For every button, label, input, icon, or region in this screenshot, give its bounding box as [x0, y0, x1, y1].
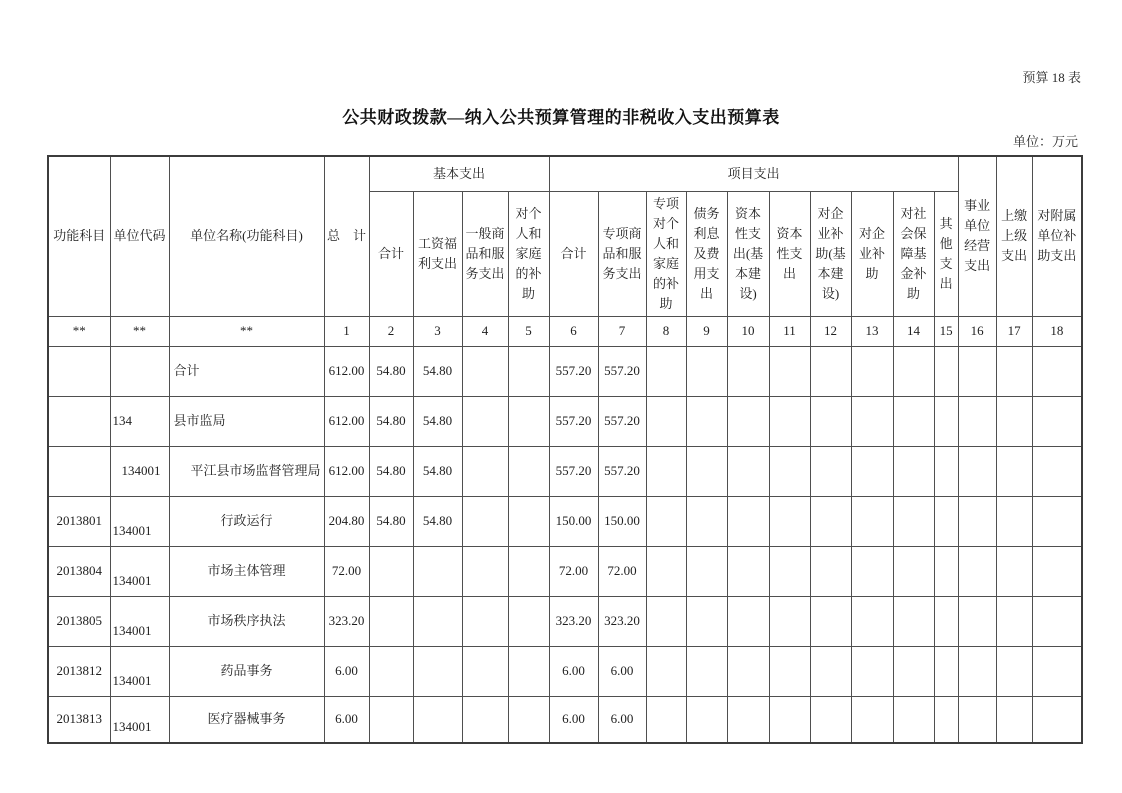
cell-value-affiliate-subsidy	[1032, 596, 1082, 646]
cell-unit-name: 市场主体管理	[169, 546, 324, 596]
header-basic-individual-family: 对个人和家庭的补助	[508, 191, 549, 316]
index-cell: 3	[413, 316, 462, 346]
cell-value-other	[934, 446, 958, 496]
cell-value-project-individual-family	[646, 546, 686, 596]
header-grand-total: 总 计	[324, 156, 369, 316]
header-basic-goods-services: 一般商品和服务支出	[462, 191, 508, 316]
cell-value-goods-services	[462, 346, 508, 396]
cell-value-basic-total: 54.80	[369, 396, 413, 446]
cell-value-goods-services	[462, 696, 508, 743]
cell-value-total: 6.00	[324, 646, 369, 696]
cell-function-code: 2013812	[48, 646, 110, 696]
cell-value-project-total: 557.20	[549, 396, 598, 446]
cell-value-capital-construction	[727, 646, 769, 696]
cell-value-upper-level	[996, 346, 1032, 396]
cell-value-enterprise-construction	[810, 646, 851, 696]
cell-value-enterprise-subsidy	[851, 646, 893, 696]
cell-value-goods-services	[462, 396, 508, 446]
cell-value-project-individual-family	[646, 496, 686, 546]
form-number-label: 预算 18 表	[1022, 70, 1081, 85]
cell-value-project-individual-family	[646, 346, 686, 396]
cell-unit-name: 行政运行	[169, 496, 324, 546]
cell-value-wage-welfare: 54.80	[413, 496, 462, 546]
unit-label: 单位：万元	[1012, 134, 1078, 149]
cell-value-business-operation	[958, 596, 996, 646]
index-cell: 18	[1032, 316, 1082, 346]
cell-unit-name: 市场秩序执法	[169, 596, 324, 646]
cell-function-code	[48, 346, 110, 396]
index-cell: 5	[508, 316, 549, 346]
cell-value-capital-construction	[727, 696, 769, 743]
cell-value-social-security-fund	[893, 696, 934, 743]
cell-value-upper-level	[996, 646, 1032, 696]
cell-value-capital	[769, 646, 810, 696]
cell-value-enterprise-construction	[810, 446, 851, 496]
header-group-project-expenditure: 项目支出	[549, 156, 958, 191]
table-row	[48, 446, 1082, 496]
cell-value-debt-interest	[686, 546, 727, 596]
cell-function-code: 2013801	[48, 496, 110, 546]
cell-value-social-security-fund	[893, 646, 934, 696]
table-row	[48, 646, 1082, 696]
table-row	[48, 346, 1082, 396]
cell-value-other	[934, 396, 958, 446]
cell-value-enterprise-construction	[810, 396, 851, 446]
cell-value-social-security-fund	[893, 546, 934, 596]
cell-value-goods-services	[462, 546, 508, 596]
cell-value-affiliate-subsidy	[1032, 346, 1082, 396]
cell-unit-name: 药品事务	[169, 646, 324, 696]
cell-value-capital-construction	[727, 496, 769, 546]
cell-unit-name: 县市监局	[169, 396, 324, 446]
cell-value-total: 612.00	[324, 446, 369, 496]
cell-value-capital	[769, 496, 810, 546]
page-title: 公共财政拨款—纳入公共预算管理的非税收入支出预算表	[342, 108, 780, 127]
cell-function-code: 2013813	[48, 696, 110, 743]
header-project-enterprise-construction: 对企业补助(基本建设)	[810, 191, 851, 316]
cell-value-project-goods-services: 557.20	[598, 346, 646, 396]
cell-value-debt-interest	[686, 696, 727, 743]
cell-function-code: 2013804	[48, 546, 110, 596]
cell-value-wage-welfare	[413, 696, 462, 743]
cell-value-goods-services	[462, 596, 508, 646]
cell-value-other	[934, 496, 958, 546]
cell-unit-name: 平江县市场监督管理局	[169, 446, 324, 496]
cell-value-individual-family	[508, 646, 549, 696]
cell-value-social-security-fund	[893, 446, 934, 496]
index-cell: 4	[462, 316, 508, 346]
cell-value-other	[934, 546, 958, 596]
cell-unit-code	[110, 346, 169, 396]
cell-value-enterprise-subsidy	[851, 396, 893, 446]
cell-unit-code: 134001	[110, 546, 169, 596]
header-project-enterprise-subsidy: 对企业补助	[851, 191, 893, 316]
header-project-other: 其他支出	[934, 191, 958, 316]
cell-value-basic-total: 54.80	[369, 346, 413, 396]
index-cell: 12	[810, 316, 851, 346]
cell-function-code: 2013805	[48, 596, 110, 646]
cell-value-business-operation	[958, 696, 996, 743]
table-header	[48, 156, 1082, 346]
cell-value-project-goods-services: 557.20	[598, 396, 646, 446]
table-body	[48, 346, 1082, 743]
cell-value-debt-interest	[686, 496, 727, 546]
cell-value-project-goods-services: 6.00	[598, 696, 646, 743]
cell-value-wage-welfare	[413, 646, 462, 696]
header-project-capital: 资本性支出	[769, 191, 810, 316]
header-upper-level-expenditure: 上缴上级支出	[996, 156, 1032, 316]
cell-value-affiliate-subsidy	[1032, 496, 1082, 546]
header-business-operation-expenditure: 事业单位经营支出	[958, 156, 996, 316]
cell-value-capital-construction	[727, 596, 769, 646]
cell-value-goods-services	[462, 646, 508, 696]
index-cell: 8	[646, 316, 686, 346]
cell-value-individual-family	[508, 346, 549, 396]
cell-value-project-individual-family	[646, 396, 686, 446]
cell-value-project-individual-family	[646, 596, 686, 646]
cell-value-project-individual-family	[646, 446, 686, 496]
cell-value-project-total: 6.00	[549, 646, 598, 696]
cell-unit-code: 134001	[110, 696, 169, 743]
cell-value-total: 323.20	[324, 596, 369, 646]
cell-value-basic-total: 54.80	[369, 496, 413, 546]
cell-value-enterprise-subsidy	[851, 496, 893, 546]
cell-value-total: 612.00	[324, 396, 369, 446]
cell-value-social-security-fund	[893, 596, 934, 646]
table-row	[48, 496, 1082, 546]
cell-value-wage-welfare	[413, 596, 462, 646]
index-cell: 17	[996, 316, 1032, 346]
cell-value-basic-total	[369, 546, 413, 596]
table-row	[48, 596, 1082, 646]
table-row	[48, 396, 1082, 446]
header-project-individual-family: 专项对个人和家庭的补助	[646, 191, 686, 316]
table-row	[48, 696, 1082, 743]
cell-value-upper-level	[996, 546, 1032, 596]
cell-unit-code: 134	[110, 396, 169, 446]
cell-value-debt-interest	[686, 596, 727, 646]
index-cell: 7	[598, 316, 646, 346]
cell-unit-code: 134001	[110, 446, 169, 496]
cell-value-debt-interest	[686, 446, 727, 496]
header-project-social-security-fund: 对社会保障基金补助	[893, 191, 934, 316]
cell-function-code	[48, 446, 110, 496]
cell-value-individual-family	[508, 396, 549, 446]
table-row	[48, 546, 1082, 596]
cell-value-upper-level	[996, 396, 1032, 446]
cell-value-social-security-fund	[893, 496, 934, 546]
cell-value-basic-total	[369, 696, 413, 743]
index-cell: **	[110, 316, 169, 346]
cell-value-business-operation	[958, 546, 996, 596]
cell-value-total: 612.00	[324, 346, 369, 396]
cell-value-project-individual-family	[646, 646, 686, 696]
cell-value-enterprise-construction	[810, 696, 851, 743]
header-function-subject: 功能科目	[48, 156, 110, 316]
cell-value-upper-level	[996, 596, 1032, 646]
cell-value-project-total: 6.00	[549, 696, 598, 743]
cell-value-project-goods-services: 72.00	[598, 546, 646, 596]
cell-value-debt-interest	[686, 346, 727, 396]
index-cell: **	[48, 316, 110, 346]
header-basic-total: 合计	[369, 191, 413, 316]
cell-value-total: 72.00	[324, 546, 369, 596]
cell-value-other	[934, 646, 958, 696]
cell-value-enterprise-subsidy	[851, 346, 893, 396]
cell-value-goods-services	[462, 496, 508, 546]
cell-value-affiliate-subsidy	[1032, 646, 1082, 696]
index-cell: 15	[934, 316, 958, 346]
cell-value-business-operation	[958, 496, 996, 546]
cell-value-enterprise-subsidy	[851, 696, 893, 743]
index-cell: 10	[727, 316, 769, 346]
cell-unit-code: 134001	[110, 496, 169, 546]
cell-value-affiliate-subsidy	[1032, 446, 1082, 496]
cell-value-project-total: 323.20	[549, 596, 598, 646]
index-cell: 9	[686, 316, 727, 346]
cell-value-capital-construction	[727, 546, 769, 596]
cell-value-capital-construction	[727, 346, 769, 396]
header-project-capital-construction: 资本性支出(基本建设)	[727, 191, 769, 316]
cell-value-debt-interest	[686, 396, 727, 446]
header-project-total: 合计	[549, 191, 598, 316]
cell-value-affiliate-subsidy	[1032, 696, 1082, 743]
index-cell: **	[169, 316, 324, 346]
cell-value-enterprise-construction	[810, 596, 851, 646]
cell-value-wage-welfare: 54.80	[413, 396, 462, 446]
cell-value-capital	[769, 596, 810, 646]
cell-unit-code: 134001	[110, 646, 169, 696]
index-cell: 14	[893, 316, 934, 346]
cell-value-business-operation	[958, 646, 996, 696]
header-affiliate-subsidy-expenditure: 对附属单位补助支出	[1032, 156, 1082, 316]
cell-value-capital	[769, 346, 810, 396]
cell-value-enterprise-subsidy	[851, 596, 893, 646]
header-group-basic-expenditure: 基本支出	[369, 156, 549, 191]
cell-value-individual-family	[508, 596, 549, 646]
cell-value-capital-construction	[727, 396, 769, 446]
index-cell: 2	[369, 316, 413, 346]
cell-value-project-total: 557.20	[549, 346, 598, 396]
cell-value-capital	[769, 396, 810, 446]
index-cell: 13	[851, 316, 893, 346]
cell-unit-code: 134001	[110, 596, 169, 646]
cell-value-project-total: 72.00	[549, 546, 598, 596]
cell-value-upper-level	[996, 446, 1032, 496]
cell-value-enterprise-construction	[810, 546, 851, 596]
cell-value-project-individual-family	[646, 696, 686, 743]
cell-value-project-goods-services: 150.00	[598, 496, 646, 546]
cell-function-code	[48, 396, 110, 446]
cell-value-goods-services	[462, 446, 508, 496]
cell-value-social-security-fund	[893, 396, 934, 446]
cell-value-upper-level	[996, 696, 1032, 743]
cell-value-basic-total	[369, 646, 413, 696]
header-project-debt-interest: 债务利息及费用支出	[686, 191, 727, 316]
cell-value-project-goods-services: 323.20	[598, 596, 646, 646]
cell-value-other	[934, 696, 958, 743]
cell-value-upper-level	[996, 496, 1032, 546]
cell-value-total: 204.80	[324, 496, 369, 546]
cell-value-enterprise-construction	[810, 496, 851, 546]
cell-value-basic-total: 54.80	[369, 446, 413, 496]
header-group-row	[48, 156, 1082, 191]
cell-value-wage-welfare	[413, 546, 462, 596]
index-cell: 1	[324, 316, 369, 346]
cell-value-project-goods-services: 6.00	[598, 646, 646, 696]
cell-value-capital	[769, 696, 810, 743]
cell-value-project-total: 150.00	[549, 496, 598, 546]
header-unit-name: 单位名称(功能科目)	[169, 156, 324, 316]
cell-value-other	[934, 596, 958, 646]
index-cell: 16	[958, 316, 996, 346]
cell-value-enterprise-subsidy	[851, 546, 893, 596]
cell-value-capital	[769, 546, 810, 596]
cell-value-business-operation	[958, 346, 996, 396]
cell-value-capital-construction	[727, 446, 769, 496]
cell-value-business-operation	[958, 396, 996, 446]
cell-value-social-security-fund	[893, 346, 934, 396]
cell-value-other	[934, 346, 958, 396]
cell-value-project-goods-services: 557.20	[598, 446, 646, 496]
cell-value-total: 6.00	[324, 696, 369, 743]
header-unit-code: 单位代码	[110, 156, 169, 316]
header-project-goods-services: 专项商品和服务支出	[598, 191, 646, 316]
cell-value-capital	[769, 446, 810, 496]
cell-value-business-operation	[958, 446, 996, 496]
cell-value-individual-family	[508, 496, 549, 546]
cell-value-individual-family	[508, 546, 549, 596]
cell-value-affiliate-subsidy	[1032, 546, 1082, 596]
cell-value-affiliate-subsidy	[1032, 396, 1082, 446]
cell-value-project-total: 557.20	[549, 446, 598, 496]
cell-value-individual-family	[508, 446, 549, 496]
cell-value-enterprise-construction	[810, 346, 851, 396]
index-cell: 11	[769, 316, 810, 346]
cell-value-wage-welfare: 54.80	[413, 346, 462, 396]
cell-value-individual-family	[508, 696, 549, 743]
cell-unit-name: 合计	[169, 346, 324, 396]
cell-value-basic-total	[369, 596, 413, 646]
column-index-row	[48, 316, 1082, 346]
header-basic-wage-welfare: 工资福利支出	[413, 191, 462, 316]
cell-value-enterprise-subsidy	[851, 446, 893, 496]
cell-unit-name: 医疗器械事务	[169, 696, 324, 743]
cell-value-debt-interest	[686, 646, 727, 696]
budget-table	[47, 155, 1083, 744]
cell-value-wage-welfare: 54.80	[413, 446, 462, 496]
index-cell: 6	[549, 316, 598, 346]
